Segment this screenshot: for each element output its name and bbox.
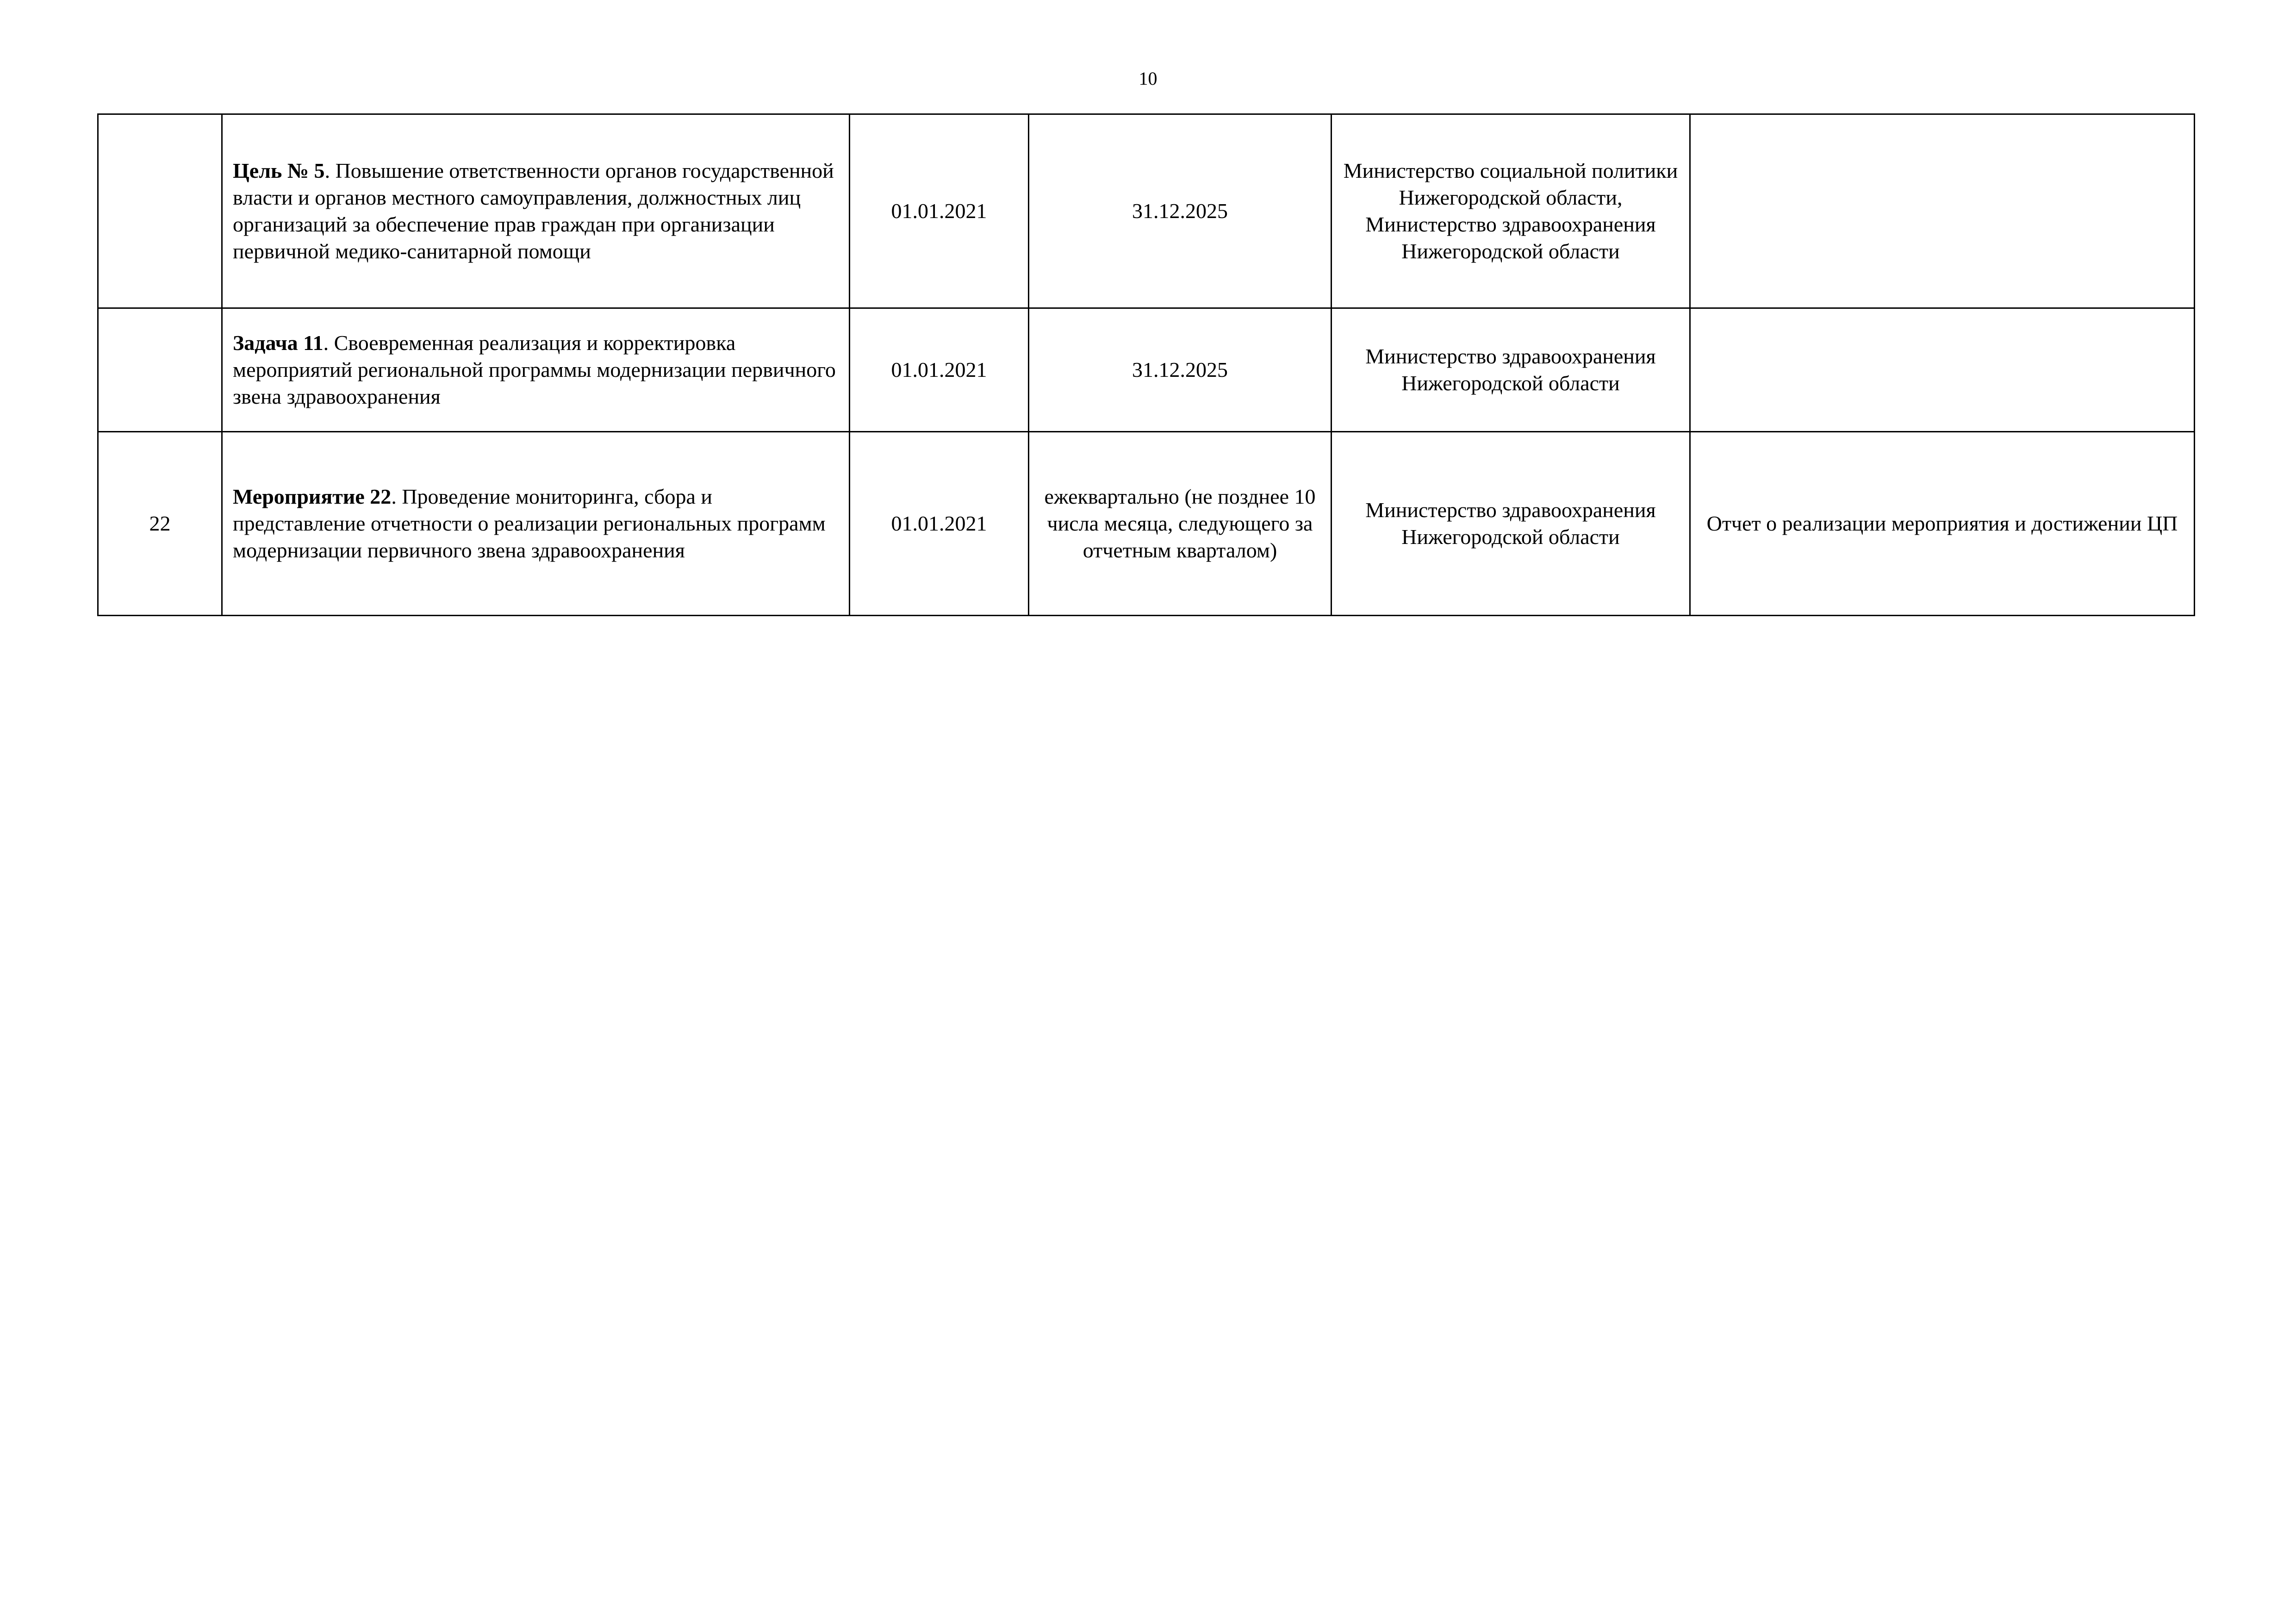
result-cell xyxy=(1690,308,2195,432)
activity-name-cell xyxy=(222,114,850,308)
row-number-cell xyxy=(98,114,222,308)
start-date-cell: 01.01.2021 xyxy=(850,114,1029,308)
activities-table xyxy=(97,113,2195,616)
responsible-cell: Министерство здравоохранения Нижегородской области xyxy=(1332,432,1690,616)
result-cell xyxy=(1690,114,2195,308)
activity-description: . Повышение ответственности органов государственной власти и органов местного самоуправления, должностных лиц организаций за обеспечение прав граждан при организации первичной медико-санитарной помощи xyxy=(233,159,834,263)
end-date-cell: 31.12.2025 xyxy=(1029,114,1332,308)
end-date-cell: ежеквартально (не позднее 10 числа месяца, следующего за отчетным кварталом) xyxy=(1029,432,1332,616)
activity-title: Мероприятие 22 xyxy=(233,485,392,508)
activity-description: . Своевременная реализация и корректировка мероприятий региональной программы модернизации первичного звена здравоохранения xyxy=(233,331,836,408)
activity-title: Задача 11 xyxy=(233,331,324,355)
start-date-cell: 01.01.2021 xyxy=(850,432,1029,616)
activity-name-cell xyxy=(222,432,850,616)
table-row xyxy=(98,114,2195,308)
row-number-cell xyxy=(98,308,222,432)
activity-title: Цель № 5 xyxy=(233,159,325,182)
result-cell: Отчет о реализации мероприятия и достижении ЦП xyxy=(1690,432,2195,616)
activity-description: . Проведение мониторинга, сбора и представление отчетности о реализации региональных программ модернизации первичного звена здравоохранения xyxy=(233,485,826,562)
page-number: 10 xyxy=(1139,68,1157,89)
start-date-cell: 01.01.2021 xyxy=(850,308,1029,432)
table-row xyxy=(98,432,2195,616)
responsible-cell: Министерство социальной политики Нижегородской области, Министерство здравоохранения Нижегородской области xyxy=(1332,114,1690,308)
activity-name-cell xyxy=(222,308,850,432)
table-row xyxy=(98,308,2195,432)
responsible-cell: Министерство здравоохранения Нижегородской области xyxy=(1332,308,1690,432)
row-number-cell: 22 xyxy=(98,432,222,616)
end-date-cell: 31.12.2025 xyxy=(1029,308,1332,432)
